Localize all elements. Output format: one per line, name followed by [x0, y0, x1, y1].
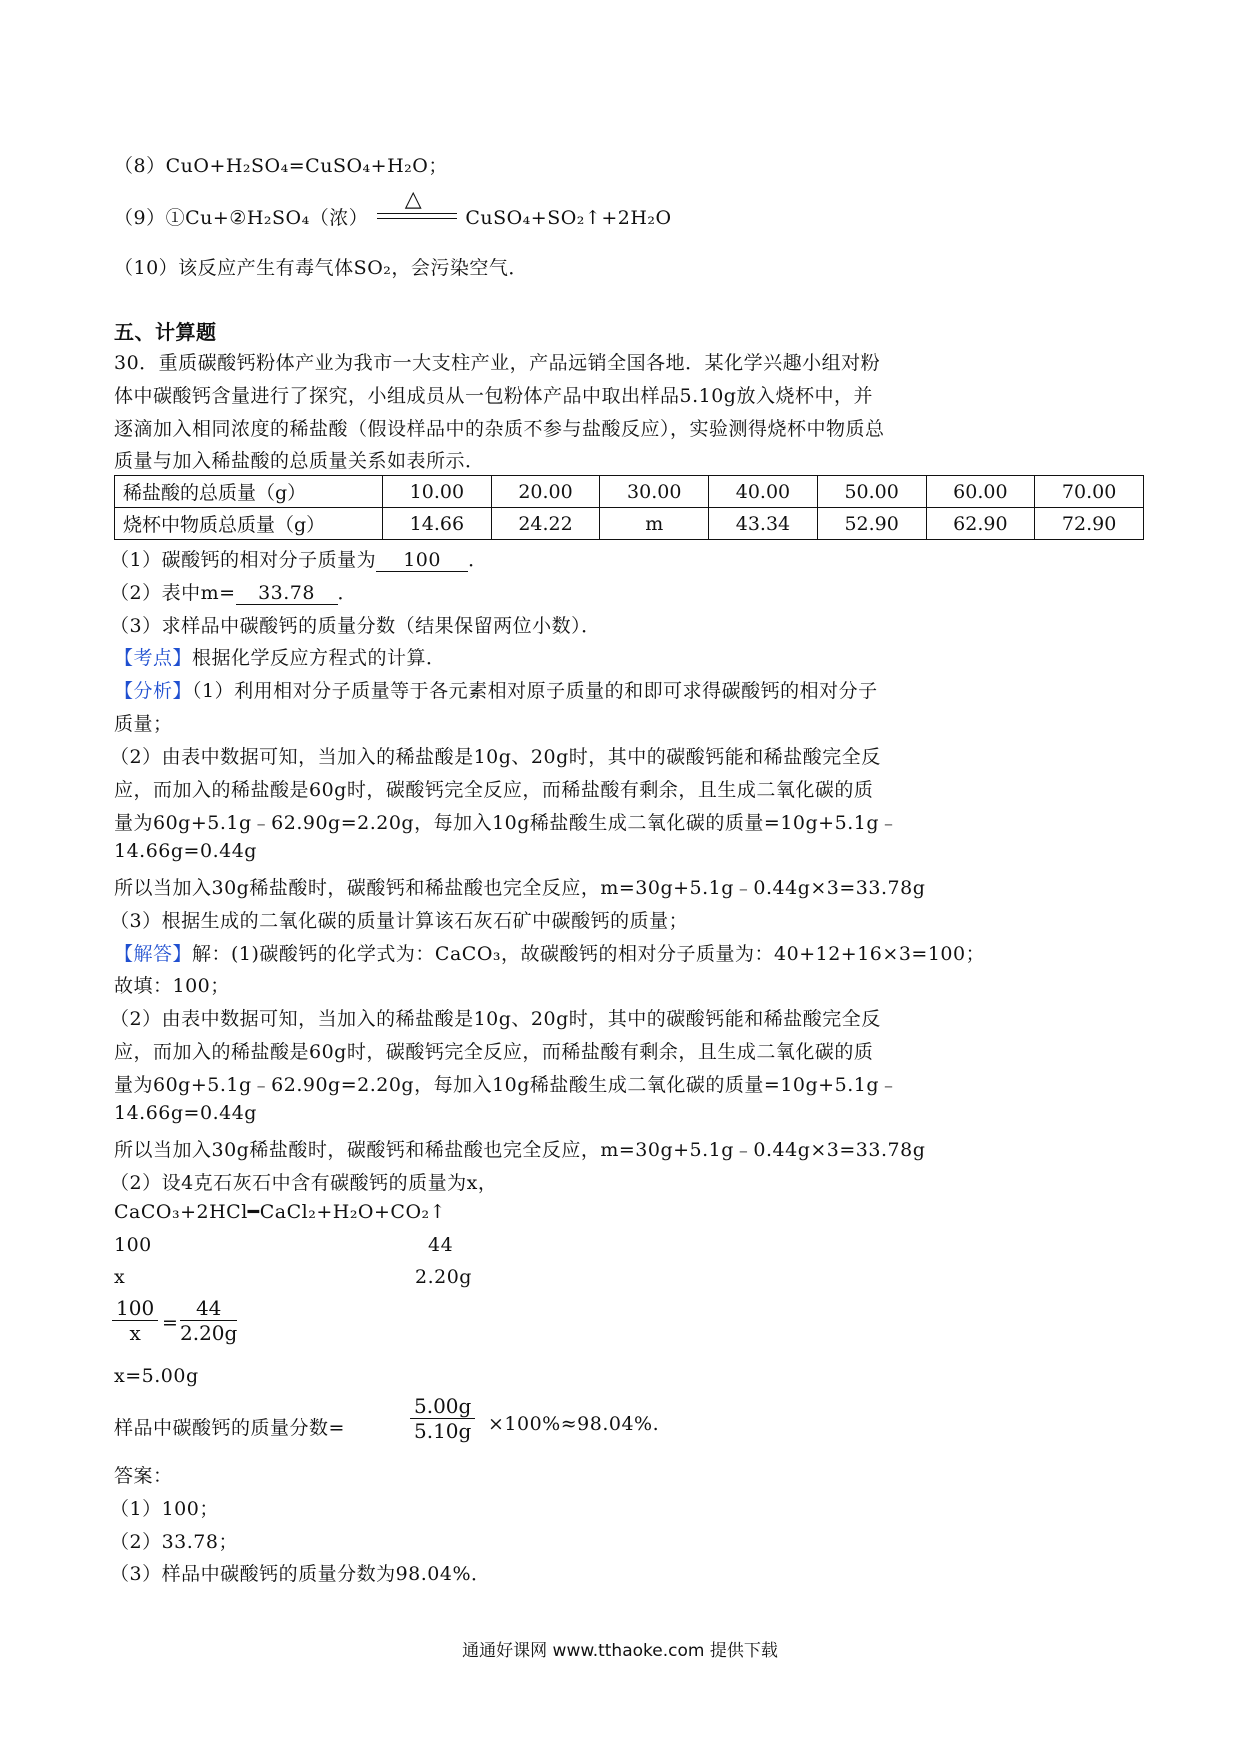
- jieda-line-3: （2）由表中数据可知，当加入的稀盐酸是10g、20g时，其中的碳酸钙能和稀盐酸完全反: [110, 1008, 881, 1030]
- proportion-equals: =: [162, 1312, 179, 1334]
- jieda-line-4: 应，而加入的稀盐酸是60g时，碳酸钙完全反应，而稀盐酸有剩余，且生成二氧化碳的质: [114, 1041, 874, 1063]
- page-footer: 通通好课网 www.tthaoke.com 提供下载: [462, 1641, 778, 1661]
- kaodian-line: [114, 643, 446, 670]
- table-cell: m: [600, 508, 709, 540]
- fenxi-line-6: 14.66g=0.44g: [114, 840, 257, 862]
- fraction-denominator: x: [129, 1321, 141, 1345]
- jieda-line-2: 故填：100；: [114, 975, 230, 997]
- section-title: 五、计算题: [114, 320, 217, 344]
- fenxi-line-7: 所以当加入30g稀盐酸时，碳酸钙和稀盐酸也完全反应，m=30g+5.1g﹣0.44g×3=33.78g: [114, 877, 926, 899]
- question-line-3: 逐滴加入相同浓度的稀盐酸（假设样品中的杂质不参与盐酸反应），实验测得烧杯中物质总: [114, 418, 885, 440]
- line-8: （8）CuO+H₂SO₄=CuSO₄+H₂O；: [114, 155, 448, 177]
- table-cell: 43.34: [709, 508, 818, 540]
- period: ．: [337, 582, 358, 604]
- sub-question-1: [110, 545, 488, 572]
- answer-2: （2）33.78；: [110, 1531, 238, 1553]
- percentage-line: [114, 1413, 345, 1440]
- answer-blank-2: 33.78: [236, 582, 338, 605]
- sub-question-3: （3）求样品中碳酸钙的质量分数（结果保留两位小数）．: [110, 615, 601, 637]
- sub-question-2: [110, 578, 357, 605]
- jieda-text: 解：(1)碳酸钙的化学式为：CaCO₃，故碳酸钙的相对分子质量为：40+12+16×3=100；: [192, 943, 986, 965]
- ratio-row-1-left: 100: [114, 1234, 152, 1256]
- fenxi-tag: 【分析】: [114, 680, 193, 702]
- kaodian-text: 根据化学反应方程式的计算．: [192, 647, 446, 669]
- ratio-row-2-left: x: [114, 1266, 126, 1288]
- jieda-line-1: [114, 939, 985, 966]
- jieda-tag: 【解答】: [114, 943, 193, 965]
- jieda-line-7: 所以当加入30g稀盐酸时，碳酸钙和稀盐酸也完全反应，m=30g+5.1g﹣0.44g×3=33.78g: [114, 1139, 926, 1161]
- table-cell: 50.00: [817, 476, 926, 508]
- fenxi-line-8: （3）根据生成的二氧化碳的质量计算该石灰石矿中碳酸钙的质量；: [110, 910, 689, 932]
- table-cell: 30.00: [600, 476, 709, 508]
- fenxi-line-1: [114, 676, 878, 703]
- table-cell: 10.00: [383, 476, 492, 508]
- fraction-numerator: 5.00g: [410, 1394, 475, 1419]
- table-row: [115, 508, 1144, 540]
- fenxi-line-4: 应，而加入的稀盐酸是60g时，碳酸钙完全反应，而稀盐酸有剩余，且生成二氧化碳的质: [114, 779, 874, 801]
- heat-condition-mark: [377, 187, 457, 229]
- percentage-label: 样品中碳酸钙的质量分数=: [114, 1417, 345, 1439]
- line-10: （10）该反应产生有毒气体SO₂，会污染空气．: [114, 257, 528, 279]
- proportion-fraction-2: [180, 1296, 237, 1345]
- sub-question-1-text: （1）碳酸钙的相对分子质量为: [110, 549, 377, 571]
- line-9: [114, 187, 672, 230]
- ratio-row-1-right: 44: [428, 1234, 454, 1256]
- table-cell: 62.90: [926, 508, 1035, 540]
- proportion-fraction-1: [112, 1296, 158, 1345]
- period: ．: [468, 549, 488, 571]
- table-cell: 24.22: [491, 508, 600, 540]
- fenxi-text: （1）利用相对分子质量等于各元素相对原子质量的和即可求得碳酸钙的相对分子: [192, 680, 878, 702]
- table-row: [115, 476, 1144, 508]
- jieda-line-6: 14.66g=0.44g: [114, 1102, 257, 1124]
- table-cell: 52.90: [817, 508, 926, 540]
- line-9-products: CuSO₄+SO₂↑+2H₂O: [465, 207, 672, 229]
- fenxi-line-2: 质量；: [114, 713, 173, 735]
- fraction-denominator: 2.20g: [180, 1321, 238, 1345]
- data-table: [114, 475, 1144, 540]
- fraction-numerator: 100: [112, 1296, 158, 1321]
- chemical-equation: CaCO₃+2HCl━CaCl₂+H₂O+CO₂↑: [114, 1201, 447, 1223]
- percentage-fraction: [410, 1394, 475, 1443]
- answer-blank-1: 100: [376, 549, 468, 572]
- table-cell: 14.66: [383, 508, 492, 540]
- table-cell: 20.00: [491, 476, 600, 508]
- answer-title: 答案：: [114, 1465, 173, 1487]
- sub-question-2-text: （2）表中m=: [110, 582, 236, 604]
- fraction-denominator: 5.10g: [414, 1419, 472, 1443]
- jieda-line-8: （2）设4克石灰石中含有碳酸钙的质量为x，: [110, 1172, 498, 1194]
- jieda-line-5: 量为60g+5.1g﹣62.90g=2.20g，每加入10g稀盐酸生成二氧化碳的质量=10g+5.1g﹣: [114, 1074, 899, 1096]
- fenxi-line-3: （2）由表中数据可知，当加入的稀盐酸是10g、20g时，其中的碳酸钙能和稀盐酸完全反: [110, 746, 881, 768]
- table-cell: 70.00: [1035, 476, 1144, 508]
- answer-1: （1）100；: [110, 1498, 219, 1520]
- table-cell: 40.00: [709, 476, 818, 508]
- question-line-2: 体中碳酸钙含量进行了探究，小组成员从一包粉体产品中取出样品5.10g放入烧杯中，并: [114, 385, 873, 407]
- table-cell: 72.90: [1035, 508, 1144, 540]
- table-row-header: 烧杯中物质总质量（g）: [115, 508, 383, 540]
- table-row-header: 稀盐酸的总质量（g）: [115, 476, 383, 508]
- question-line-4: 质量与加入稀盐酸的总质量关系如表所示．: [114, 450, 485, 472]
- answer-3: （3）样品中碳酸钙的质量分数为98.04%．: [110, 1563, 491, 1585]
- delta-symbol: △: [404, 187, 423, 212]
- percentage-result: ×100%≈98.04%.: [488, 1413, 660, 1435]
- fenxi-line-5: 量为60g+5.1g﹣62.90g=2.20g，每加入10g稀盐酸生成二氧化碳的质量=10g+5.1g﹣: [114, 812, 899, 834]
- x-result: x=5.00g: [114, 1365, 199, 1387]
- fraction-numerator: 44: [180, 1296, 237, 1321]
- line-9-reactants: （9）①Cu+②H₂SO₄（浓）: [114, 207, 369, 229]
- kaodian-tag: 【考点】: [114, 647, 193, 669]
- ratio-row-2-right: 2.20g: [415, 1266, 472, 1288]
- table-cell: 60.00: [926, 476, 1035, 508]
- question-line-1: 30．重质碳酸钙粉体产业为我市一大支柱产业，产品远销全国各地．某化学兴趣小组对粉: [114, 352, 881, 374]
